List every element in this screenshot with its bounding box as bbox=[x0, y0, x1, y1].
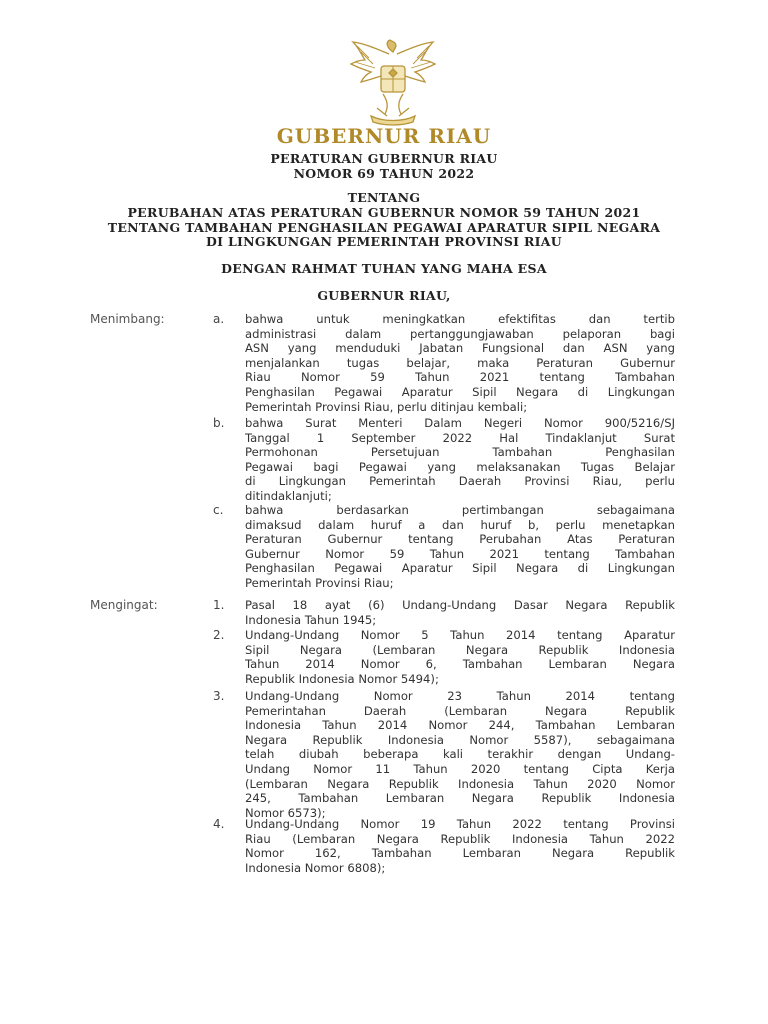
text-line: Nomor 162, Tambahan Lembaran Negara Republik bbox=[245, 846, 675, 861]
text-line: Negara Republik Indonesia Nomor 5587), sebagaimana bbox=[245, 732, 675, 747]
mengingat-4-marker: 4. bbox=[213, 817, 225, 831]
text-line: Pasal 18 ayat (6) Undang-Undang Dasar Negara Republik bbox=[245, 598, 675, 612]
subject-line-1: PERUBAHAN ATAS PERATURAN GUBERNUR NOMOR 59 TAHUN 2021 bbox=[127, 205, 641, 220]
text-line: Pemerintah Provinsi Riau; bbox=[245, 575, 394, 590]
text-line: 245, Tambahan Lembaran Negara Republik Indonesia bbox=[245, 791, 675, 806]
text-line: Permohonan Persetujuan Tambahan Penghasilan bbox=[245, 445, 675, 460]
mengingat-2-marker: 2. bbox=[213, 628, 225, 642]
text-line: Undang-Undang Nomor 5 Tahun 2014 tentang Aparatur bbox=[245, 628, 675, 642]
text-line: Riau Nomor 59 Tahun 2021 tentang Tambahan bbox=[245, 370, 675, 385]
authority: GUBERNUR RIAU, bbox=[317, 288, 451, 303]
mengingat-2-text bbox=[245, 628, 675, 686]
text-line: Pemerintah Provinsi Riau, perlu ditinjau kembali; bbox=[245, 399, 528, 414]
text-line: telah diubah beberapa kali terakhir dengan Undang- bbox=[245, 747, 675, 762]
text-line: dimaksud dalam huruf a dan huruf b, perlu menetapkan bbox=[245, 517, 675, 532]
mengingat-1-marker: 1. bbox=[213, 598, 225, 612]
mengingat-1-text bbox=[245, 598, 675, 627]
text-line: Penghasilan Pegawai Aparatur Sipil Negara di Lingkungan bbox=[245, 384, 675, 399]
regulation-number: NOMOR 69 TAHUN 2022 bbox=[293, 166, 475, 181]
mengingat-3-marker: 3. bbox=[213, 689, 225, 703]
text-line: bahwa berdasarkan pertimbangan sebagaimana bbox=[245, 503, 675, 517]
text-line: Undang-Undang Nomor 19 Tahun 2022 tentang Provinsi bbox=[245, 817, 675, 831]
text-line: Penghasilan Pegawai Aparatur Sipil Negara di Lingkungan bbox=[245, 561, 675, 576]
mengingat-label: Mengingat: bbox=[90, 598, 158, 612]
garuda-pancasila-emblem-icon bbox=[343, 38, 443, 130]
menimbang-b-text bbox=[245, 416, 675, 504]
menimbang-c-text bbox=[245, 503, 675, 591]
subject-line-3: DI LINGKUNGAN PEMERINTAH PROVINSI RIAU bbox=[206, 234, 562, 249]
text-line: Indonesia Tahun 1945; bbox=[245, 612, 377, 627]
menimbang-c-marker: c. bbox=[213, 503, 224, 517]
menimbang-label: Menimbang: bbox=[90, 312, 165, 326]
subject-line-2: TENTANG TAMBAHAN PENGHASILAN PEGAWAI APARATUR SIPIL NEGARA bbox=[107, 220, 661, 235]
menimbang-a-text bbox=[245, 312, 675, 414]
text-line: Republik Indonesia Nomor 5494); bbox=[245, 671, 439, 686]
text-line: administrasi dalam pertanggungjawaban pelaporan bagi bbox=[245, 326, 675, 341]
text-line: Riau (Lembaran Negara Republik Indonesia Tahun 2022 bbox=[245, 831, 675, 846]
mengingat-3-text bbox=[245, 689, 675, 820]
about-heading: TENTANG bbox=[347, 190, 421, 205]
text-line: ASN yang menduduki Jabatan Fungsional dan ASN yang bbox=[245, 341, 675, 356]
text-line: Pemerintahan Daerah (Lembaran Negara Republik bbox=[245, 703, 675, 718]
mengingat-4-text bbox=[245, 817, 675, 875]
text-line: bahwa Surat Menteri Dalam Negeri Nomor 900/5216/SJ bbox=[245, 416, 675, 430]
text-line: Undang Nomor 11 Tahun 2020 tentang Cipta Kerja bbox=[245, 761, 675, 776]
text-line: Undang-Undang Nomor 23 Tahun 2014 tentang bbox=[245, 689, 675, 703]
text-line: Indonesia Tahun 2014 Nomor 244, Tambahan Lembaran bbox=[245, 718, 675, 733]
text-line: Indonesia Nomor 6808); bbox=[245, 860, 386, 875]
text-line: Tahun 2014 Nomor 6, Tambahan Lembaran Negara bbox=[245, 657, 675, 672]
regulation-title: PERATURAN GUBERNUR RIAU bbox=[270, 151, 498, 166]
text-line: Peraturan Gubernur tentang Perubahan Atas Peraturan bbox=[245, 532, 675, 547]
text-line: Sipil Negara (Lembaran Negara Republik Indonesia bbox=[245, 642, 675, 657]
text-line: Nomor 6573); bbox=[245, 805, 326, 820]
menimbang-b-marker: b. bbox=[213, 416, 225, 430]
text-line: Gubernur Nomor 59 Tahun 2021 tentang Tambahan bbox=[245, 546, 675, 561]
menimbang-a-marker: a. bbox=[213, 312, 225, 326]
text-line: bahwa untuk meningkatkan efektifitas dan tertib bbox=[245, 312, 675, 326]
text-line: Pegawai bagi Pegawai yang melaksanakan Tugas Belajar bbox=[245, 459, 675, 474]
text-line: Tanggal 1 September 2022 Hal Tindaklanjut Surat bbox=[245, 430, 675, 445]
text-line: di Lingkungan Pemerintah Daerah Provinsi Riau, perlu bbox=[245, 474, 675, 489]
text-line: (Lembaran Negara Republik Indonesia Tahun 2020 Nomor bbox=[245, 776, 675, 791]
invocation: DENGAN RAHMAT TUHAN YANG MAHA ESA bbox=[221, 261, 547, 276]
governor-title: GUBERNUR RIAU bbox=[276, 124, 492, 148]
text-line: ditindaklanjuti; bbox=[245, 488, 332, 503]
text-line: menjalankan tugas belajar, maka Peraturan Gubernur bbox=[245, 355, 675, 370]
